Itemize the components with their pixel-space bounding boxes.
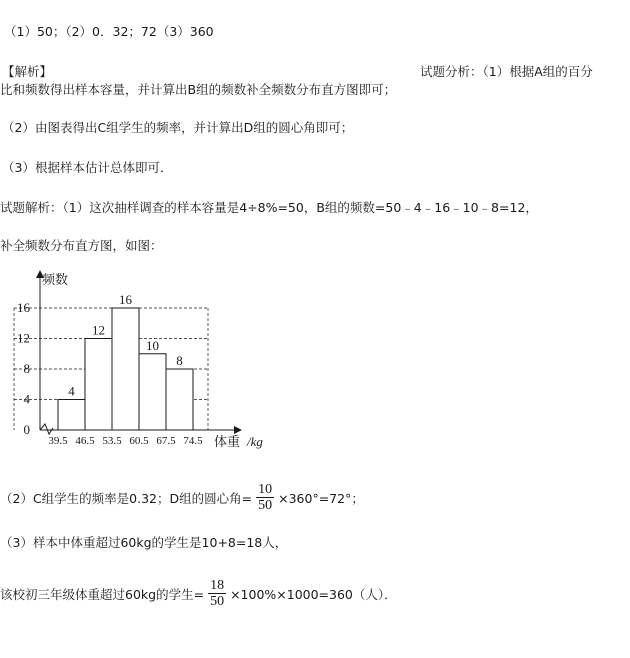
y-axis-title: 频数: [42, 272, 69, 287]
part2-suffix: ×360°=72°；: [278, 490, 364, 506]
part2-fraction: [256, 482, 274, 513]
analysis-tag: 【解析】: [2, 64, 53, 79]
x-axis-unit: /kg: [247, 434, 263, 449]
analysis-line-2: （2）由图表得出C组学生的频率，并计算出D组的圆心角即可；: [2, 120, 354, 135]
analysis-line-1: 比和频数得出样本容量，并计算出B组的频数补全频数分布直方图即可；: [0, 82, 397, 97]
part2-line: [0, 482, 364, 513]
bar-value-label: 8: [176, 353, 183, 368]
histogram-bar: [58, 400, 85, 431]
x-axis-title: 体重: [214, 434, 241, 449]
histogram-chart: [0, 262, 300, 452]
solution-line-2: 补全频数分布直方图，如图：: [0, 238, 163, 253]
y-tick-label: 0: [23, 422, 30, 437]
histogram-bar: [85, 339, 112, 431]
y-tick-label: 12: [17, 330, 30, 346]
part3-line-2: [0, 578, 397, 609]
y-tick-label: 16: [17, 300, 30, 315]
histogram-bar: [112, 308, 139, 430]
histogram-bar: [139, 354, 166, 430]
histogram-bar: [166, 369, 193, 430]
bar-value-label: 16: [119, 292, 132, 307]
x-tick-label: 53.5: [102, 435, 122, 447]
x-tick-label: 74.5: [183, 435, 203, 447]
bar-value-label: 10: [146, 337, 159, 353]
x-tick-label: 60.5: [129, 435, 149, 447]
part3-suffix: ×100%×1000=360（人）．: [230, 586, 397, 602]
part2-numerator: 10: [258, 482, 273, 497]
part3-numerator: 18: [210, 578, 225, 593]
part3-denominator: 50: [210, 594, 225, 609]
y-tick-label: 8: [23, 361, 30, 376]
x-tick-label: 46.5: [75, 435, 95, 447]
solution-line-1: 试题解析：（1）这次抽样调查的样本容量是4÷8%=50，B组的频数=50﹣4﹣16﹣10﹣8=12，: [0, 200, 538, 215]
x-tick-label: 67.5: [156, 435, 176, 447]
part2-denominator: 50: [258, 498, 273, 513]
y-tick-label: 4: [23, 391, 30, 407]
part3-fraction: [208, 578, 226, 609]
part3-prefix: 该校初三年级体重超过60kg的学生=: [0, 586, 205, 602]
bar-value-label: 12: [92, 322, 105, 338]
analysis-intro: 试题分析：（1）根据A组的百分: [420, 64, 593, 79]
x-tick-label: 39.5: [48, 435, 68, 447]
bar-value-label: 4: [68, 383, 75, 399]
analysis-line-3: （3）根据样本估计总体即可．: [2, 160, 173, 175]
part2-prefix: （2）C组学生的频率是0.32；D组的圆心角=: [0, 490, 253, 506]
axis-break-mark: [40, 424, 53, 434]
part3-line-1: （3）样本中体重超过60kg的学生是10+8=18人，: [0, 535, 288, 550]
answer-line: （1）50；（2）0．32；72（3）360: [4, 24, 214, 39]
